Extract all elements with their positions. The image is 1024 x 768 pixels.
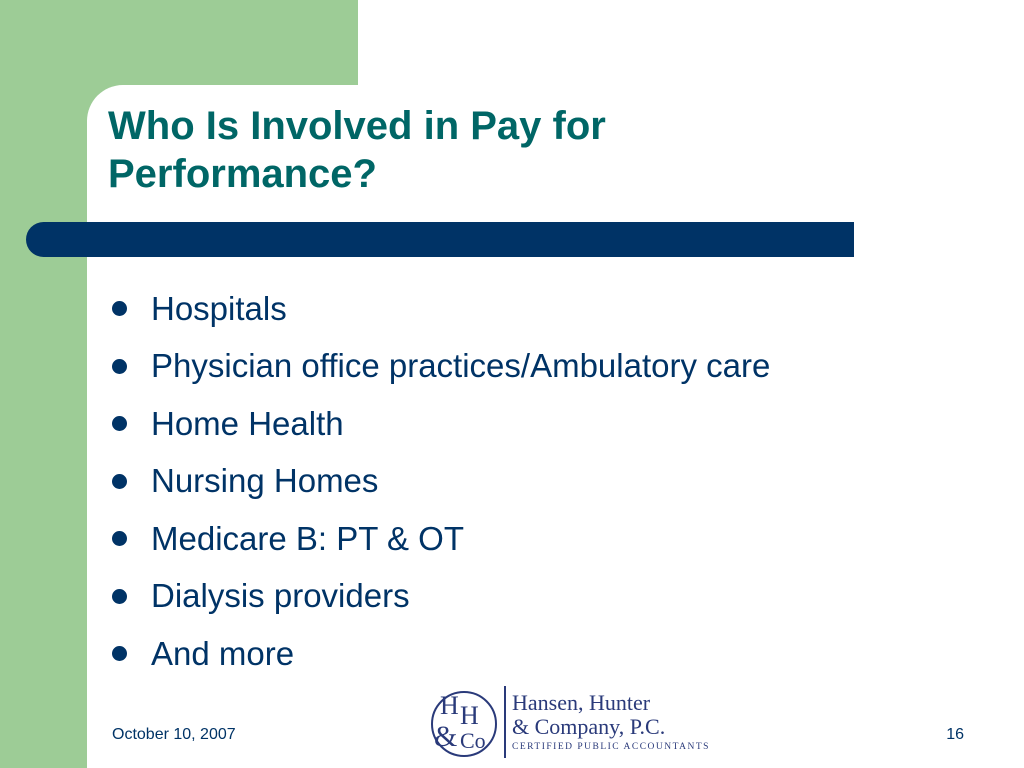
list-item-text: Home Health — [151, 404, 344, 442]
list-item-text: Medicare B: PT & OT — [151, 519, 464, 557]
monogram-letter: & — [434, 720, 458, 753]
list-item-text: Physician office practices/Ambulatory care — [151, 347, 771, 385]
page-number: 16 — [946, 726, 964, 743]
list-item — [112, 510, 770, 568]
slide-title: Who Is Involved in Pay for Performance? — [108, 104, 606, 196]
bullet-dot-icon — [112, 531, 127, 546]
logo-name-line1: Hansen, Hunter — [512, 690, 651, 715]
list-item — [112, 625, 770, 683]
bullet-dot-icon — [112, 301, 127, 316]
logo-name-line2: & Company, P.C. — [512, 714, 666, 739]
list-item — [112, 568, 770, 626]
list-item — [112, 395, 770, 453]
list-item — [112, 280, 770, 338]
list-item-text: Dialysis providers — [151, 577, 410, 615]
bullet-list — [112, 280, 770, 683]
logo-divider — [504, 686, 506, 758]
list-item — [112, 453, 770, 511]
list-item-text: Nursing Homes — [151, 462, 379, 500]
list-item-text: And more — [151, 634, 295, 672]
bullet-dot-icon — [112, 474, 127, 489]
list-item-text: Hospitals — [151, 289, 287, 327]
monogram-letter: Co — [460, 728, 486, 753]
hhco-monogram-icon — [426, 684, 502, 760]
footer-date: October 10, 2007 — [112, 726, 236, 743]
bullet-dot-icon — [112, 589, 127, 604]
company-logo — [426, 684, 710, 764]
bullet-dot-icon — [112, 416, 127, 431]
title-divider-bar — [26, 222, 854, 257]
list-item — [112, 338, 770, 396]
bullet-dot-icon — [112, 359, 127, 374]
monogram-letter: H — [440, 691, 459, 720]
logo-tagline: CERTIFIED PUBLIC ACCOUNTANTS — [512, 742, 710, 752]
bullet-dot-icon — [112, 646, 127, 661]
monogram-letter: H — [460, 701, 479, 730]
